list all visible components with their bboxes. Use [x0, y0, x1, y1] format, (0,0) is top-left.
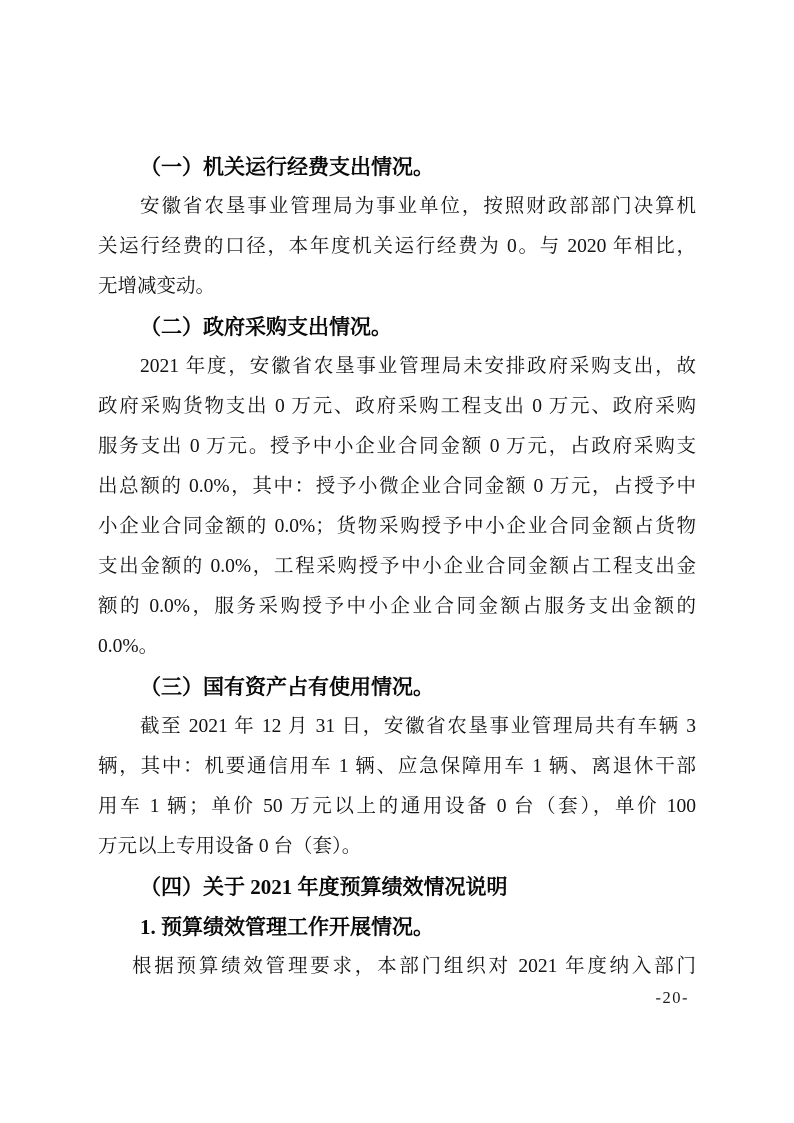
section-heading: 1. 预算绩效管理工作开展情况。 [140, 915, 434, 939]
page-number: -20- [655, 988, 689, 1007]
body-text-line: 辆，其中：机要通信用车 1 辆、应急保障用车 1 辆、离退休干部 [98, 756, 696, 777]
body-text-line: 服务支出 0 万元。授予中小企业合同金额 0 万元，占政府采购支 [98, 436, 696, 457]
body-text-line: 2021 年度，安徽省农垦事业管理局未安排政府采购支出，故 [140, 356, 696, 377]
body-text-line: 根据预算绩效管理要求，本部门组织对 2021 年度纳入部门 [132, 956, 696, 977]
body-text-line: 用车 1 辆；单价 50 万元以上的通用设备 0 台（套），单价 100 [98, 796, 696, 817]
section-heading: （二）政府采购支出情况。 [140, 315, 392, 339]
body-text-line: 万元以上专用设备 0 台（套）。 [98, 836, 362, 857]
body-text-line: 支出金额的 0.0%，工程采购授予中小企业合同金额占工程支出金 [98, 556, 696, 577]
body-text-line: 额的 0.0%，服务采购授予中小企业合同金额占服务支出金额的 [98, 596, 696, 617]
body-text-line: 关运行经费的口径，本年度机关运行经费为 0。与 2020 年相比， [98, 236, 696, 257]
section-heading: （一）机关运行经费支出情况。 [140, 155, 434, 179]
section-heading: （三）国有资产占有使用情况。 [140, 675, 434, 699]
body-text-line: 无增减变动。 [98, 276, 216, 297]
body-text-line: 截至 2021 年 12 月 31 日，安徽省农垦事业管理局共有车辆 3 [140, 716, 696, 737]
body-text-line: 出总额的 0.0%，其中：授予小微企业合同金额 0 万元，占授予中 [98, 476, 696, 497]
body-text-line: 0.0%。 [98, 636, 159, 657]
body-text-line: 安徽省农垦事业管理局为事业单位，按照财政部部门决算机 [140, 196, 696, 217]
section-heading: （四）关于 2021 年度预算绩效情况说明 [140, 875, 508, 899]
body-text-line: 政府采购货物支出 0 万元、政府采购工程支出 0 万元、政府采购 [98, 396, 696, 417]
document-body [98, 147, 696, 987]
body-text-line: 小企业合同金额的 0.0%；货物采购授予中小企业合同金额占货物 [98, 516, 696, 537]
